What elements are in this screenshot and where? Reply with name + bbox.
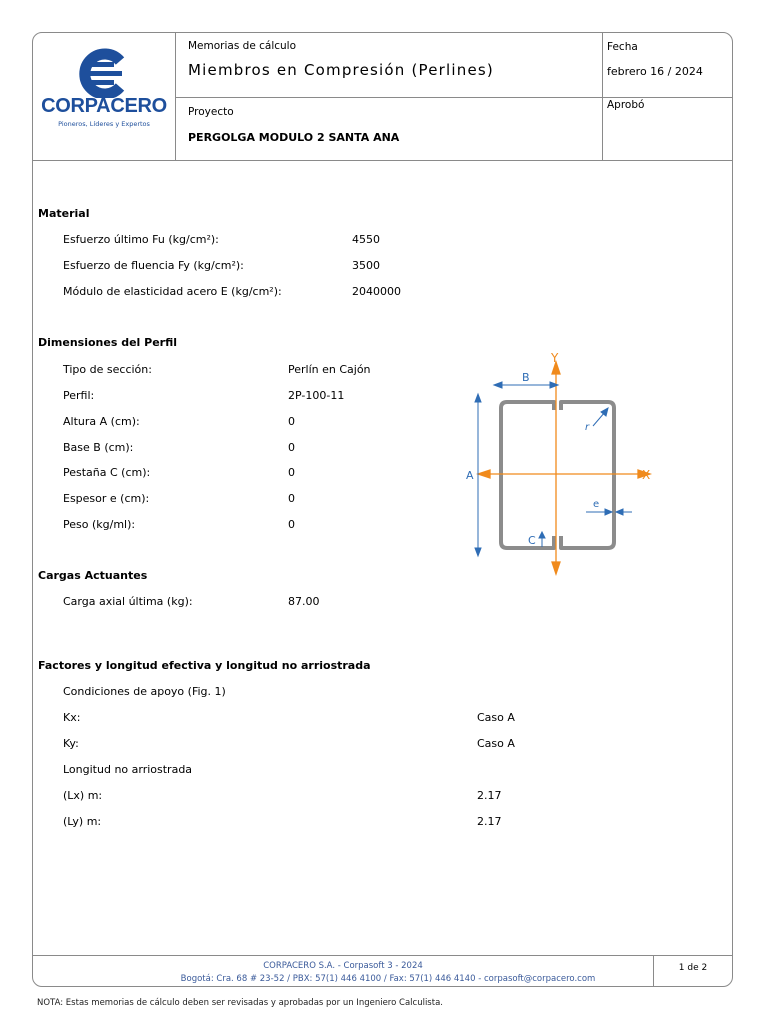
- footer-company: CORPACERO S.A. - Corpasoft 3 - 2024: [263, 961, 423, 971]
- page-number: 1 de 2: [678, 963, 708, 973]
- lx-value: 2.17: [477, 789, 502, 802]
- logo-mark-icon: [36, 48, 172, 98]
- ky-value: Caso A: [477, 737, 515, 750]
- dim-r: [593, 408, 608, 426]
- kx-value: Caso A: [477, 711, 515, 724]
- height-label: Altura A (cm):: [63, 415, 140, 428]
- header-bottom-line: [33, 160, 732, 161]
- date-label: Fecha: [607, 41, 638, 53]
- material-e-label: Módulo de elasticidad acero E (kg/cm²):: [63, 285, 282, 298]
- thickness-label: Espesor e (cm):: [63, 492, 150, 505]
- lx-label: (Lx) m:: [63, 789, 103, 802]
- unbraced-length-label: Longitud no arriostrada: [63, 763, 193, 776]
- lip-label: Pestaña C (cm):: [63, 466, 151, 479]
- project-value: PERGOLGA MODULO 2 SANTA ANA: [188, 131, 400, 144]
- dim-c: [539, 532, 545, 547]
- memo-title: Miembros en Compresión (Perlines): [188, 61, 494, 79]
- thickness-value: 0: [288, 492, 295, 505]
- material-fy-label: Esfuerzo de fluencia Fy (kg/cm²):: [63, 259, 244, 272]
- section-outline: [501, 402, 614, 548]
- dim-r-label: r: [585, 422, 590, 433]
- weight-label: Peso (kg/ml):: [63, 518, 136, 531]
- height-value: 0: [288, 415, 295, 428]
- header-mid-line: [175, 97, 732, 98]
- date-value: febrero 16 / 2024: [607, 65, 703, 78]
- box-section-diagram: [460, 350, 660, 580]
- ly-value: 2.17: [477, 815, 502, 828]
- lip-value: 0: [288, 466, 295, 479]
- ly-label: (Ly) m:: [63, 815, 102, 828]
- material-heading: Material: [38, 207, 90, 220]
- profile-value: 2P-100-11: [288, 389, 345, 402]
- logo-tagline: Pioneros, Líderes y Expertos: [58, 120, 150, 128]
- loads-heading: Cargas Actuantes: [38, 569, 148, 582]
- axes: [478, 362, 650, 574]
- footer-top-line: [33, 955, 732, 956]
- material-fu-label: Esfuerzo último Fu (kg/cm²):: [63, 233, 219, 246]
- base-value: 0: [288, 441, 295, 454]
- support-conditions-label: Condiciones de apoyo (Fig. 1): [63, 685, 226, 698]
- base-label: Base B (cm):: [63, 441, 134, 454]
- factors-heading: Factores y longitud efectiva y longitud no arriostrada: [38, 659, 371, 672]
- header-divider-right: [602, 33, 603, 160]
- axis-y-label: Y: [551, 351, 559, 365]
- ky-label: Ky:: [63, 737, 79, 750]
- dim-c-label: C: [528, 534, 536, 547]
- kx-label: Kx:: [63, 711, 81, 724]
- material-fy-value: 3500: [352, 259, 380, 272]
- header-divider-left: [175, 33, 176, 160]
- axial-load-label: Carga axial última (kg):: [63, 595, 193, 608]
- weight-value: 0: [288, 518, 295, 531]
- profile-label: Perfil:: [63, 389, 95, 402]
- dim-e-label: e: [593, 499, 600, 510]
- review-note: NOTA: Estas memorias de cálculo deben ser revisadas y aprobadas por un Ingeniero Calculista.: [37, 998, 443, 1008]
- material-fu-value: 4550: [352, 233, 380, 246]
- dim-b-label: B: [522, 371, 530, 384]
- logo-brand-text: CORPACERO: [41, 95, 167, 117]
- approved-label: Aprobó: [607, 99, 645, 111]
- section-type-label: Tipo de sección:: [63, 363, 152, 376]
- axis-x-label: X: [642, 468, 651, 482]
- memo-label: Memorias de cálculo: [188, 40, 297, 52]
- company-logo: [36, 48, 172, 148]
- footer-address: Bogotá: Cra. 68 # 23-52 / PBX: 57(1) 446 4100 / Fax: 57(1) 446 4140 - corpasoft@corpacero.com: [180, 974, 596, 984]
- dimensions-heading: Dimensiones del Perfil: [38, 336, 178, 349]
- project-label: Proyecto: [188, 106, 234, 118]
- axial-load-value: 87.00: [288, 595, 320, 608]
- dim-a-label: A: [466, 469, 474, 482]
- material-e-value: 2040000: [352, 285, 401, 298]
- section-type-value: Perlín en Cajón: [288, 363, 371, 376]
